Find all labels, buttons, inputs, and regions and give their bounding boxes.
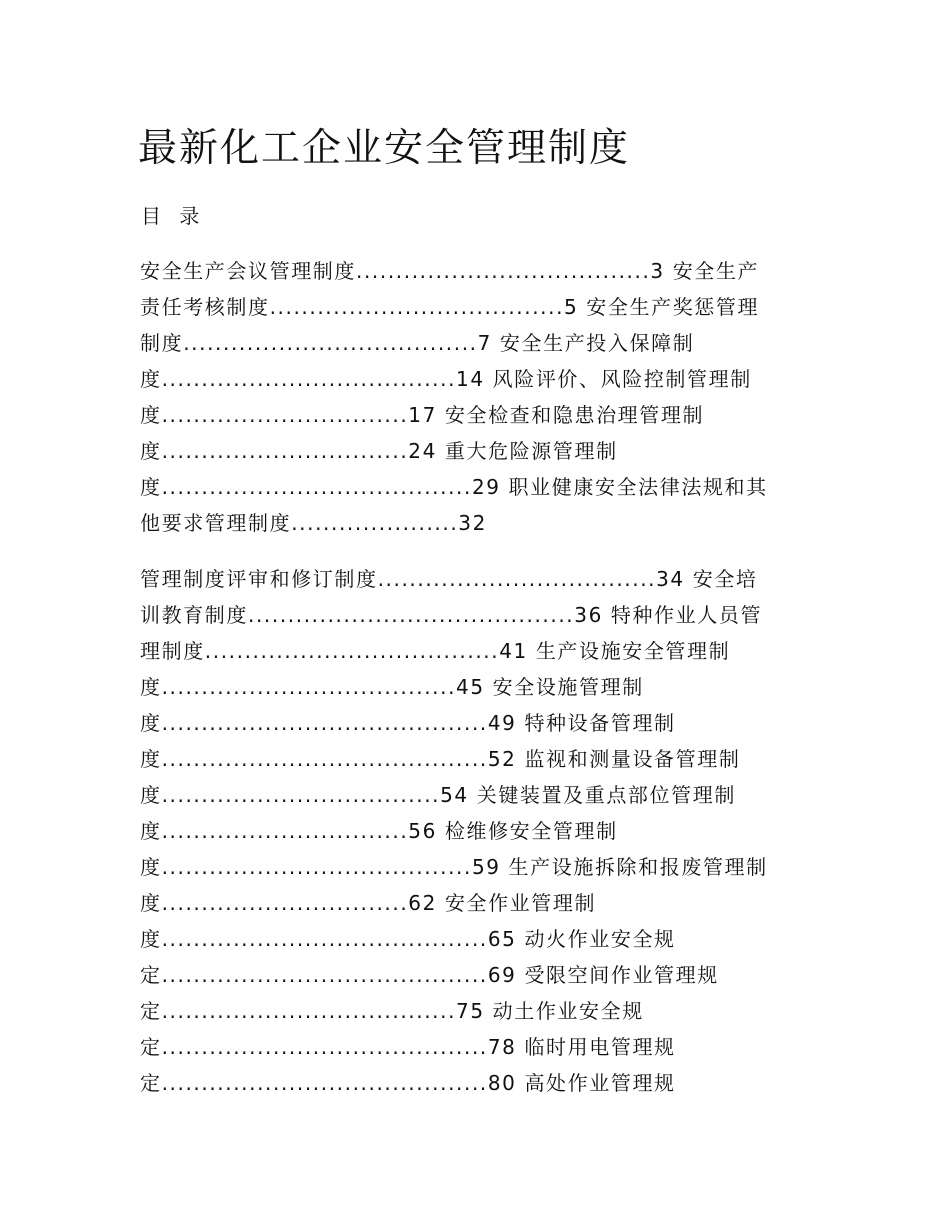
toc-heading: 目 录 <box>141 204 206 228</box>
toc-line: 度.........................................52 监视和测量设备管理制 <box>140 747 741 771</box>
toc-line: 制度.....................................7 安全生产投入保障制 <box>140 331 695 355</box>
toc-line: 定.........................................69 受限空间作业管理规 <box>140 963 719 987</box>
toc-line: 度.........................................49 特种设备管理制 <box>140 711 676 735</box>
toc-line: 他要求管理制度.....................32 <box>140 511 487 535</box>
toc-line: 定.....................................75 动土作业安全规 <box>140 999 644 1023</box>
toc-line: 度.......................................29 职业健康安全法律法规和其 <box>140 475 768 499</box>
toc-line: 度.........................................65 动火作业安全规 <box>140 927 676 951</box>
toc-line: 度.....................................14 风险评价、风险控制管理制 <box>140 367 752 391</box>
toc-block-2 <box>140 561 768 1101</box>
toc-line: 定.........................................80 高处作业管理规 <box>140 1071 676 1095</box>
toc-block-1 <box>140 253 768 541</box>
toc-line: 度...............................17 安全检查和隐患治理管理制 <box>140 403 705 427</box>
toc-line: 定.........................................78 临时用电管理规 <box>140 1035 676 1059</box>
toc-line: 理制度.....................................41 生产设施安全管理制 <box>140 639 731 663</box>
toc-line: 度.......................................59 生产设施拆除和报废管理制 <box>140 855 768 879</box>
toc-line: 责任考核制度.....................................5 安全生产奖惩管理 <box>140 295 760 319</box>
toc-line: 度...............................56 检维修安全管理制 <box>140 819 618 843</box>
toc-line: 管理制度评审和修订制度...................................34 安全培 <box>140 567 758 591</box>
toc-line: 度...................................54 关键装置及重点部位管理制 <box>140 783 736 807</box>
toc-line: 度...............................24 重大危险源管理制 <box>140 439 618 463</box>
document-title: 最新化工企业安全管理制度 <box>138 126 631 171</box>
toc-line: 度.....................................45 安全设施管理制 <box>140 675 644 699</box>
toc-line: 训教育制度.........................................36 特种作业人员管 <box>140 603 763 627</box>
toc-line: 度...............................62 安全作业管理制 <box>140 891 597 915</box>
toc-line: 安全生产会议管理制度.....................................3 安全生产 <box>140 259 760 283</box>
